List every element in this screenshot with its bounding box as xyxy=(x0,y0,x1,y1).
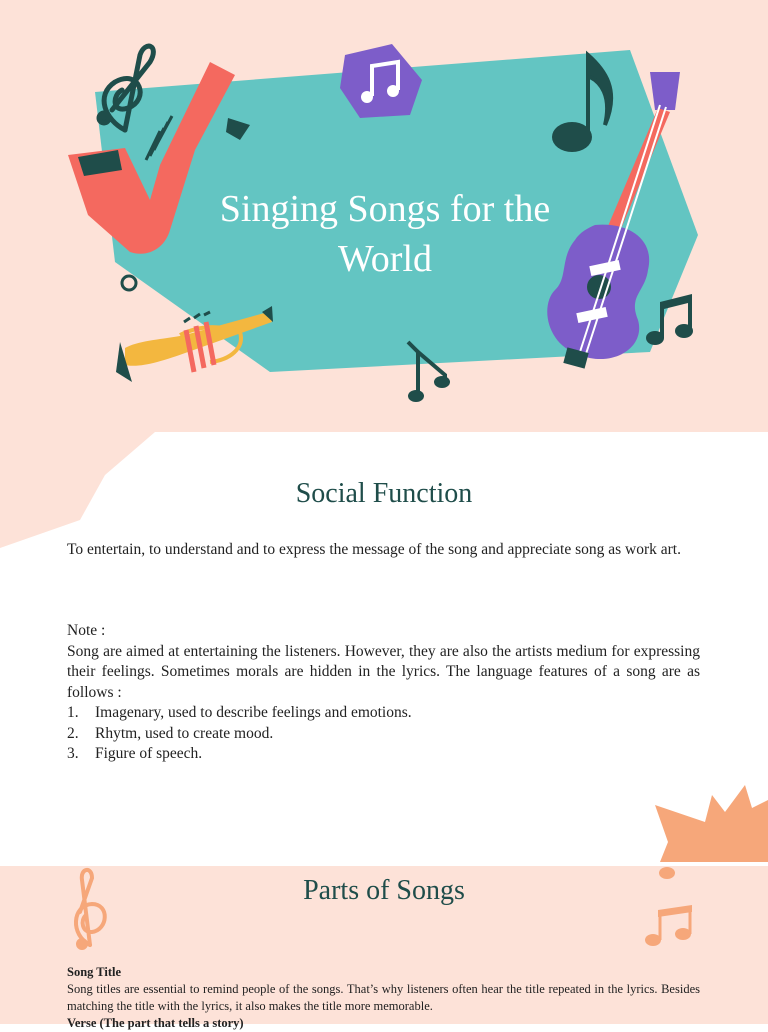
title-line-2: World xyxy=(337,238,433,280)
list-item: 1. Imagenary, used to describe feelings and emotions. xyxy=(67,704,412,721)
parts-text xyxy=(67,964,700,1032)
note-block xyxy=(67,621,700,765)
song-title-text: Song titles are essential to remind people of the songs. That’s why listeners often hear the title repeated in the lyrics. Besides matching the title with the lyrics, it also makes the title more memorable. xyxy=(67,982,700,1013)
starburst-shape xyxy=(655,785,768,862)
note-text: Song are aimed at entertaining the listeners. However, they are also the artists medium for expressing their feelings. Sometimes morals are hidden in the lyrics. The language features of a song are as follows : xyxy=(67,642,700,701)
list-item: 2. Rhytm, used to create mood. xyxy=(67,724,274,742)
list-item: 3. Figure of speech. xyxy=(67,745,203,762)
social-function-text: To entertain, to understand and to express the message of the song and appreciate song as work art. xyxy=(67,541,681,558)
song-title-label: Song Title xyxy=(67,965,122,979)
title-line-1: Singing Songs for the xyxy=(219,188,551,230)
social-function-heading: Social Function xyxy=(295,478,473,509)
page-title xyxy=(190,184,580,284)
parts-of-songs-heading: Parts of Songs xyxy=(303,875,465,906)
language-features-list xyxy=(67,703,700,765)
verse-label: Verse (The part that tells a story) xyxy=(67,1016,244,1030)
note-label: Note : xyxy=(67,622,106,639)
